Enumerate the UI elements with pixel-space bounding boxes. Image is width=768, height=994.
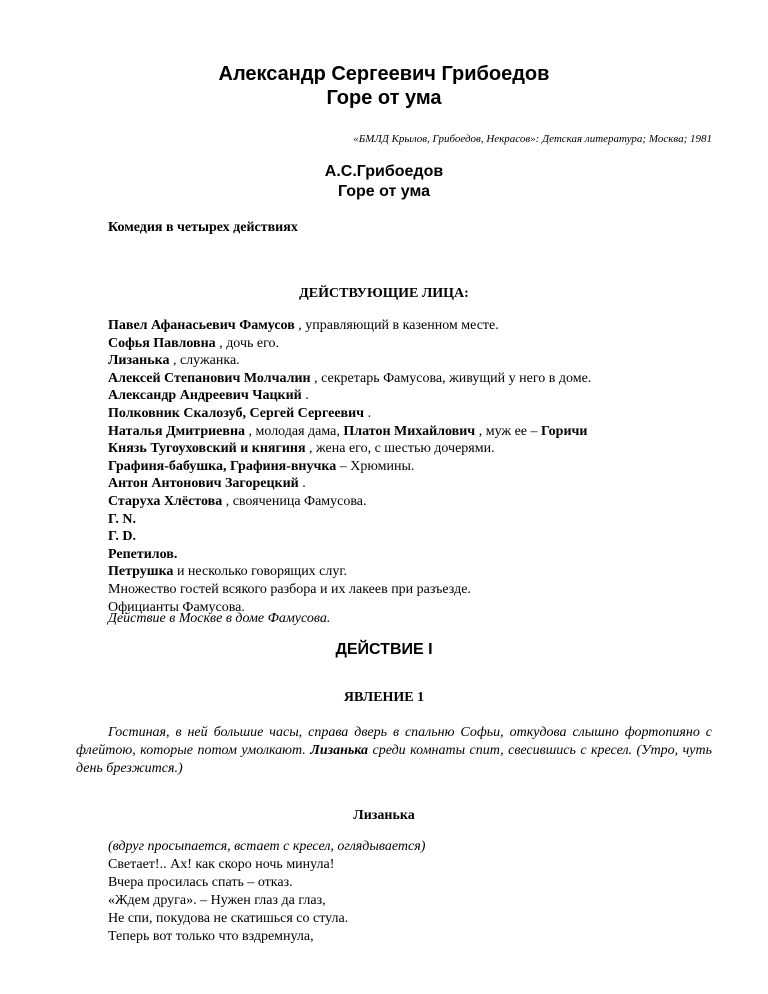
setting-note: Действие в Москве в доме Фамусова. [108, 611, 331, 626]
character-name: Петрушка [108, 564, 174, 580]
character-name: Софья Павловна [108, 335, 216, 351]
verse-line: Не спи, покудова не скатишься со стула. [108, 911, 349, 926]
verse-line: Светает!.. Ах! как скоро ночь минула! [108, 857, 335, 872]
character-row [108, 581, 591, 599]
character-name: Графиня-бабушка, Графиня-внучка [108, 458, 337, 474]
character-row [108, 387, 591, 405]
characters-heading: ДЕЙСТВУЮЩИЕ ЛИЦА: [299, 286, 469, 301]
character-row [108, 440, 591, 458]
character-desc: – Хрюмины. [336, 458, 415, 474]
character-name: Наталья Дмитриевна [108, 423, 246, 439]
character-name: Г. D. [108, 529, 136, 545]
character-desc: , жена его, с шестью дочерями. [305, 441, 495, 457]
verse-line: Теперь вот только что вздремнула, [108, 929, 314, 944]
character-row [108, 335, 591, 353]
character-name: Старуха Хлёстова [108, 493, 223, 509]
character-desc: , служанка. [169, 353, 240, 369]
character-row [108, 511, 591, 529]
title-heading: Горе от ума [326, 87, 442, 109]
character-desc-2: , муж ее – [475, 423, 541, 439]
stage-direction [76, 724, 712, 778]
scene-heading: ЯВЛЕНИЕ 1 [343, 690, 425, 705]
character-row [108, 458, 591, 476]
character-desc: , управляющий в казенном месте. [294, 318, 499, 333]
character-row [108, 475, 591, 493]
character-name: Александр Андреевич Чацкий [108, 388, 302, 404]
character-name: Полковник Скалозуб, Сергей Сергеевич [108, 405, 365, 421]
character-row [108, 352, 591, 370]
character-name: Репетилов. [108, 546, 178, 562]
speaker-direction: (вдруг просыпается, встает с кресел, оглядывается) [108, 839, 426, 854]
character-name: Антон Антонович Загорецкий [108, 476, 299, 492]
character-desc: Множество гостей всякого разбора и их лакеев при разъезде. [108, 581, 471, 597]
speaker-name: Лизанька [353, 808, 415, 823]
genre-subtitle: Комедия в четырех действиях [108, 220, 298, 235]
character-row [108, 546, 591, 564]
character-name: Лизанька [108, 353, 170, 369]
character-desc: Официанты Фамусова. [108, 599, 245, 615]
verse-line: «Ждем друга». – Нужен глаз да глаз, [108, 893, 326, 908]
act-heading: ДЕЙСТВИЕ I [335, 641, 433, 658]
author-short-heading: А.С.Грибоедов [324, 163, 444, 180]
character-row [108, 370, 591, 388]
verse-block [108, 856, 348, 946]
character-desc: , дочь его. [215, 335, 279, 351]
title-repeat-heading: Горе от ума [337, 183, 431, 200]
source-citation: «БМЛД Крылов, Грибоедов, Некрасов»: Детская литература; Москва; 1981 [353, 133, 712, 145]
character-row [108, 317, 591, 335]
character-name: Князь Тугоуховский и княгиня [108, 441, 306, 457]
characters-list [108, 317, 591, 616]
stage-direction-character: Лизанька [310, 743, 369, 758]
character-name-2: Платон Михайлович [343, 423, 476, 439]
character-row [108, 493, 591, 511]
character-desc: . [364, 405, 372, 421]
character-desc: . [301, 388, 309, 404]
character-name: Павел Афанасьевич Фамусов [108, 318, 295, 333]
stage-direction-text-2: среди комнаты спит, свесившись с кресел. (Утро, чуть день брезжится.) [76, 743, 712, 776]
character-name-3: Горичи [541, 423, 588, 439]
character-row [108, 528, 591, 546]
stage-direction-text: Гостиная, в ней большие часы, справа дверь в спальню Софьи, откудова слышно фортопияно с флейтою, которые потом умолкают. [76, 725, 712, 758]
character-desc: . [298, 476, 306, 492]
character-row [108, 423, 591, 441]
verse-line: Вчера просилась спать – отказ. [108, 875, 293, 890]
character-desc: , секретарь Фамусова, живущий у него в доме. [310, 370, 592, 386]
character-name: Алексей Степанович Молчалин [108, 370, 311, 386]
character-desc: , свояченица Фамусова. [222, 493, 367, 509]
author-heading: Александр Сергеевич Грибоедов [218, 63, 550, 85]
character-desc: и несколько говорящих слуг. [173, 564, 348, 580]
character-row [108, 563, 591, 581]
character-desc: , молодая дама, [245, 423, 344, 439]
character-row [108, 405, 591, 423]
character-name: Г. N. [108, 511, 136, 527]
